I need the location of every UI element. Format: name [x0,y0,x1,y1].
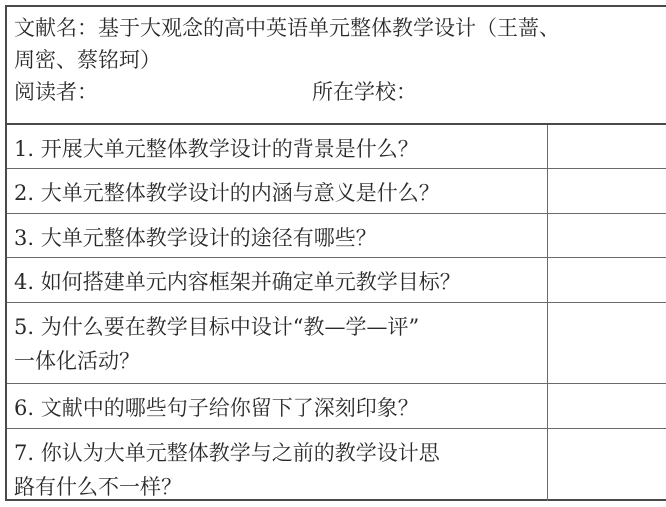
question-text: 3. 大单元整体教学设计的途径有哪些？ [14,226,377,250]
question-text-line-1: 5. 为什么要在教学目标中设计“教—学—评” [14,315,420,339]
question-row-3 [7,214,666,258]
question-text-line-2: 路有什么不一样？ [14,475,182,499]
question-cell [7,169,548,213]
document-title-line-1: 文献名：基于大观念的高中英语单元整体教学设计（王蔷、 [14,16,560,40]
question-cell [7,303,548,383]
question-row-2 [7,169,666,214]
worksheet-header [7,7,666,125]
question-cell [7,125,548,168]
reader-label: 阅读者： [14,80,98,104]
answer-cell[interactable] [548,214,666,257]
reader-school-row [14,76,666,108]
question-cell [7,258,548,302]
question-cell [7,384,548,428]
answer-cell[interactable] [548,429,666,501]
question-cell [7,429,548,501]
document-title-line-2: 周密、蔡铭珂） [14,48,161,72]
question-row-5 [7,303,666,384]
question-text: 2. 大单元整体教学设计的内涵与意义是什么？ [14,181,440,205]
question-text: 1. 开展大单元整体教学设计的背景是什么？ [14,137,419,161]
answer-cell[interactable] [548,169,666,213]
question-cell [7,214,548,257]
question-text: 4. 如何搭建单元内容框架并确定单元教学目标？ [14,270,461,294]
question-row-1 [7,125,666,169]
question-row-4 [7,258,666,303]
question-row-6 [7,384,666,429]
question-text: 6. 文献中的哪些句子给你留下了深刻印象？ [14,396,419,420]
question-text-line-1: 7. 你认为大单元整体教学与之前的教学设计思 [14,441,440,465]
reading-worksheet-table [5,5,666,501]
answer-cell[interactable] [548,384,666,428]
question-text-line-2: 一体化活动？ [14,349,140,373]
question-row-7 [7,429,666,501]
answer-cell[interactable] [548,258,666,302]
school-label: 所在学校： [312,80,417,104]
answer-cell[interactable] [548,125,666,168]
answer-cell[interactable] [548,303,666,383]
